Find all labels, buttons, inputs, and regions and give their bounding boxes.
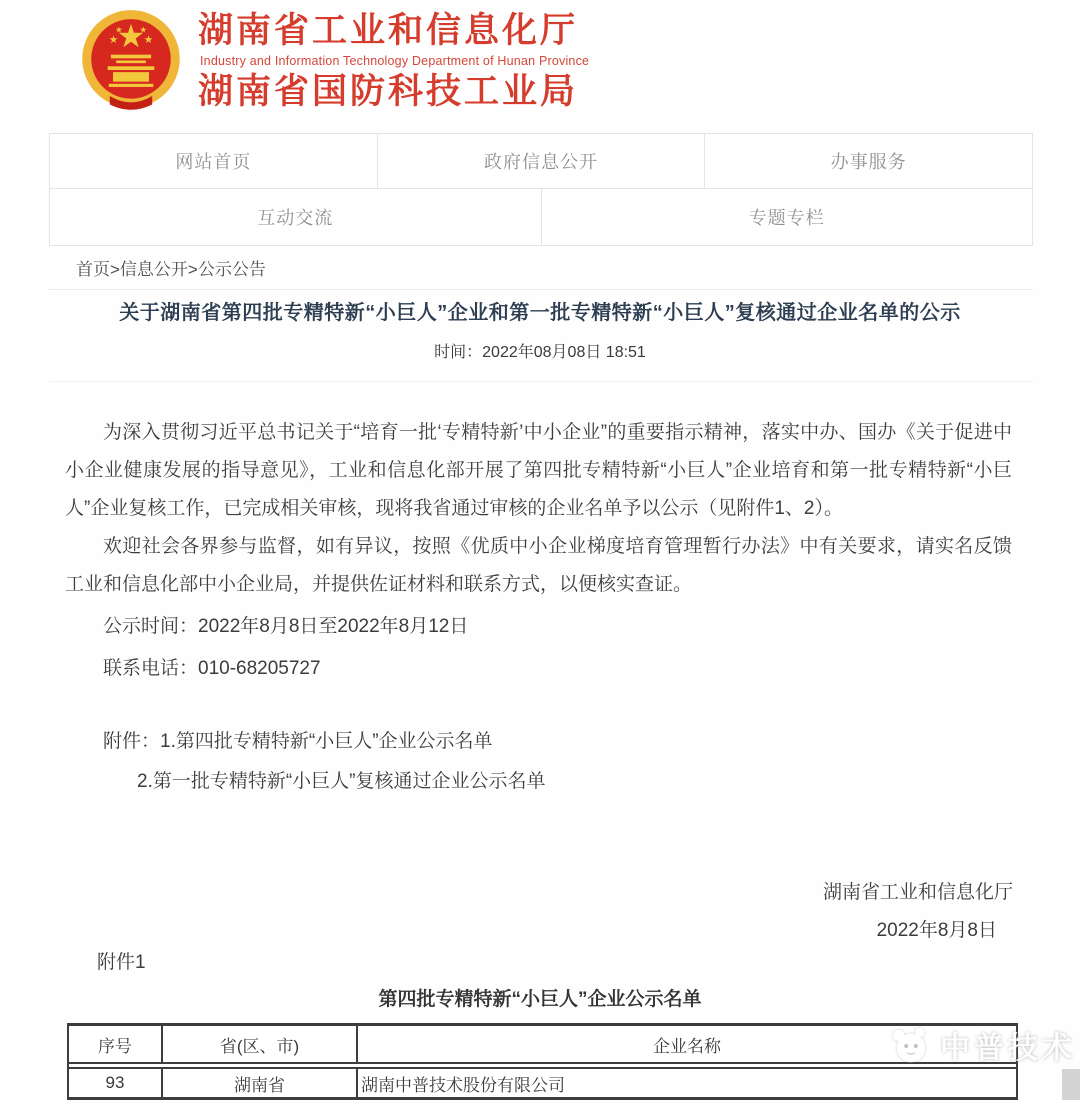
attachments-label: 附件： <box>103 731 161 752</box>
svg-text:★: ★ <box>139 24 148 35</box>
national-emblem-icon <box>78 8 184 114</box>
header-cell-company: 企业名称 <box>653 1036 721 1056</box>
page-title: 关于湖南省第四批专精特新“小巨人”企业和第一批专精特新“小巨人”复核通过企业名单的公示 <box>119 302 961 324</box>
publicity-period: 公示时间：2022年8月8日至2022年8月12日 <box>103 616 469 637</box>
paragraph-1: 为深入贯彻习近平总书记关于“培育一批‘专精特新’中小企业”的重要指示精神，落实中办、国办《关于促进中小企业健康发展的指导意见》，工业和信息化部开展了第四批专精特新“小巨人”企业培育和第一批专精特新“小巨人”企业复核工作，已完成相关审核，现将我省通过审核的企业名单予以公示（见附件1、2）。 <box>65 422 1012 519</box>
svg-text:★: ★ <box>108 33 119 46</box>
paragraph-2: 欢迎社会各界参与监督，如有异议，按照《优质中小企业梯度培育管理暂行办法》中有关要求，请实名反馈工业和信息化部中小企业局，并提供佐证材料和联系方式，以便核实查证。 <box>65 536 1012 595</box>
site-header <box>78 8 589 114</box>
svg-text:★: ★ <box>115 24 123 35</box>
table-row <box>69 1067 1016 1100</box>
cell-index: 93 <box>69 1069 163 1097</box>
nav-row-1 <box>50 134 1032 188</box>
signature-org: 湖南省工业和信息化厅 <box>822 882 1013 903</box>
nav-row-2 <box>50 188 1032 245</box>
company-table <box>67 1023 1018 1100</box>
table-header-row <box>69 1026 1016 1064</box>
attachment1-label: 附件1 <box>97 952 146 973</box>
breadcrumb[interactable]: 首页>信息公开>公示公告 <box>49 250 1033 290</box>
watermark-text: 中普技术 <box>940 1032 1076 1065</box>
nav-item-gov-info[interactable]: 政府信息公开 <box>377 134 705 188</box>
svg-text:★: ★ <box>143 33 154 46</box>
attachment-item-1: 1.第四批专精特新“小巨人”企业公示名单 <box>160 731 493 752</box>
org-name-line2: 湖南省国防科技工业局 <box>198 71 579 111</box>
attachment-line-1 <box>65 723 1012 761</box>
zhongpu-logo-icon <box>888 1022 934 1068</box>
divider <box>49 381 1033 382</box>
attachment-item-2: 2.第一批专精特新“小巨人”复核通过企业公示名单 <box>137 771 546 792</box>
org-names <box>198 11 589 110</box>
header-cell-index: 序号 <box>69 1026 163 1062</box>
header-cell-province: 省(区、市) <box>163 1026 358 1062</box>
org-name-line1: 湖南省工业和信息化厅 <box>198 11 579 51</box>
nav-item-services[interactable]: 办事服务 <box>704 134 1032 188</box>
contact-phone: 联系电话：010-68205727 <box>103 658 321 679</box>
scrollbar-fragment <box>1062 1069 1080 1100</box>
main-nav <box>49 133 1033 246</box>
attachments-list <box>65 723 1012 801</box>
nav-item-interaction[interactable]: 互动交流 <box>257 208 334 228</box>
attachment1-table-title: 第四批专精特新“小巨人”企业公示名单 <box>378 989 702 1010</box>
nav-item-special-topics[interactable]: 专题专栏 <box>541 189 1033 245</box>
publish-time: 时间：2022年08月08日 18:51 <box>434 344 646 361</box>
signature-block <box>823 874 1013 950</box>
article-body <box>65 414 1012 801</box>
watermark <box>888 1022 1076 1068</box>
nav-item-home[interactable]: 网站首页 <box>175 152 252 172</box>
cell-company: 湖南中普技术股份有限公司 <box>361 1075 565 1095</box>
org-name-english: Industry and Information Technology Department of Hunan Province <box>200 53 590 68</box>
signature-date: 2022年8月8日 <box>876 920 997 941</box>
cell-province: 湖南省 <box>163 1069 358 1097</box>
